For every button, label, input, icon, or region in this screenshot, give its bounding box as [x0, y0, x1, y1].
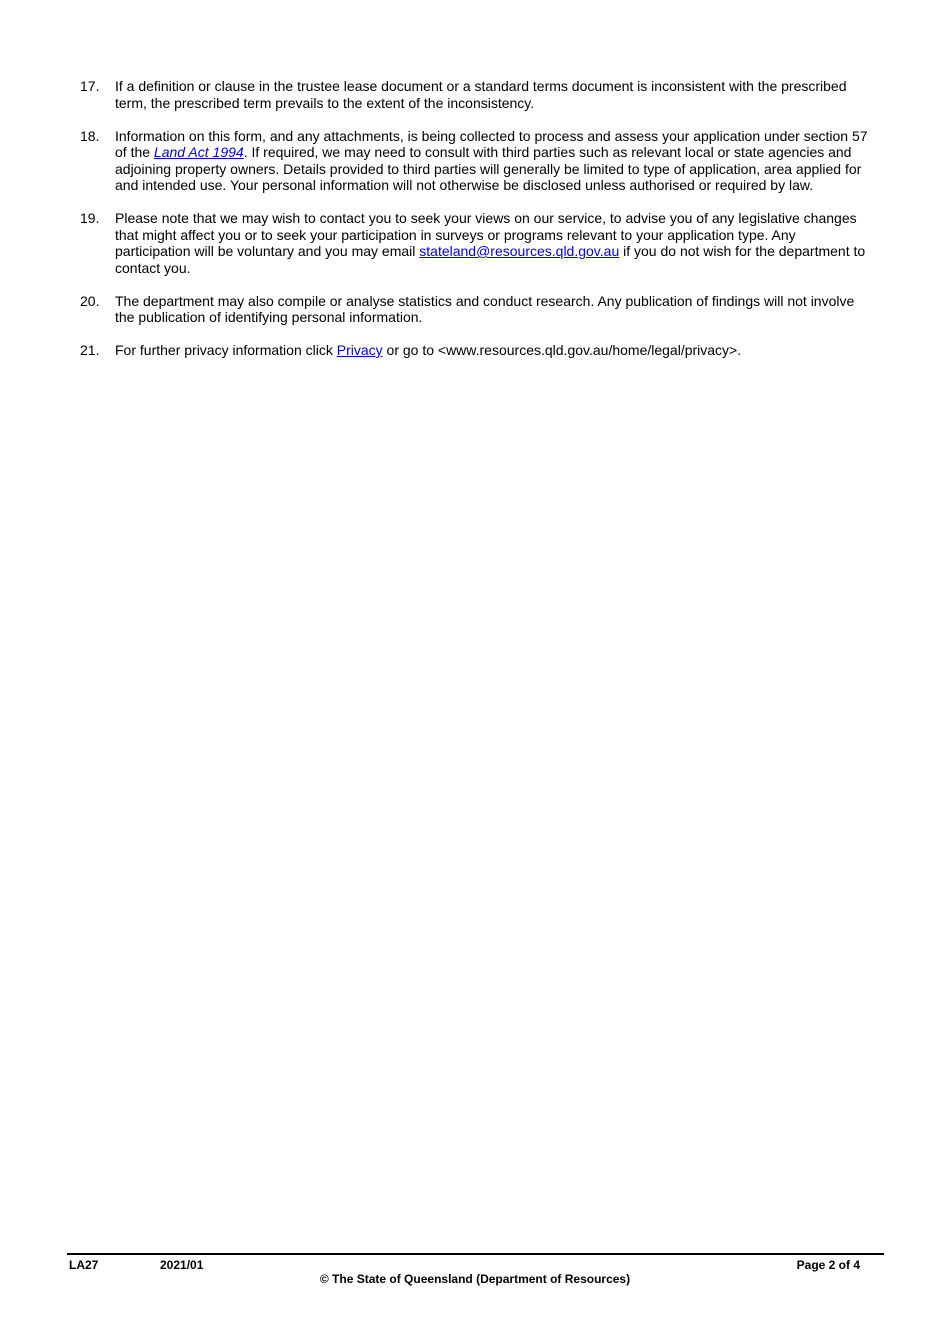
footer-divider: [67, 1253, 884, 1255]
clause-text-after: or go to <www.resources.qld.gov.au/home/legal/privacy>.: [382, 342, 742, 358]
clause-number: 20.: [80, 292, 100, 309]
clause-18: [80, 128, 870, 194]
privacy-link[interactable]: Privacy: [336, 342, 383, 358]
clause-number: 21.: [80, 342, 100, 358]
clause-17: [80, 78, 870, 111]
clause-text-after: if you do not wish for the department to contact you.: [115, 243, 866, 276]
clause-text: [115, 128, 870, 194]
page-number: Page 2 of 4: [796, 1258, 860, 1272]
clause-20: [80, 293, 870, 326]
clause-text: [115, 342, 870, 359]
clause-number: 19.: [80, 210, 100, 226]
numbered-clauses: [80, 78, 870, 375]
clause-text-before: Information on this form, and any attachments, is being collected to process and assess your application under section 57 of the: [115, 127, 868, 160]
clause-text: The department may also compile or analyse statistics and conduct research. Any publication of findings will not involve the publication of identifying personal information.: [115, 292, 855, 325]
clause-text: [115, 210, 870, 276]
clause-21: [80, 342, 870, 359]
clause-19: [80, 210, 870, 276]
clause-text-after: . If required, we may need to consult with third parties such as relevant local or state agencies and adjoining property owners. Details provided to third parties will generally be limited to type of application, area applied for and intended use. Your personal information will not otherwise be disclosed unless authorised or required by law.: [115, 144, 862, 193]
clause-text: If a definition or clause in the trustee lease document or a standard terms document is inconsistent with the prescribed term, the prescribed term prevails to the extent of the inconsistency.: [115, 78, 847, 111]
form-version: 2021/01: [160, 1258, 204, 1272]
clause-text-before: Please note that we may wish to contact you to seek your views on our service, to advise you of any legislative changes that might affect you or to seek your participation in surveys or programs relevant to your application type. Any participation will be voluntary and you may email: [115, 210, 857, 259]
form-code: LA27: [69, 1258, 99, 1272]
clause-number: 17.: [80, 78, 100, 94]
copyright-notice: © The State of Queensland (Department of Resources): [319, 1272, 631, 1286]
clause-text-before: For further privacy information click: [115, 342, 337, 358]
land-act-link[interactable]: Land Act 1994: [153, 144, 244, 160]
clause-number: 18.: [80, 127, 100, 144]
email-link[interactable]: stateland@resources.qld.gov.au: [419, 243, 620, 259]
